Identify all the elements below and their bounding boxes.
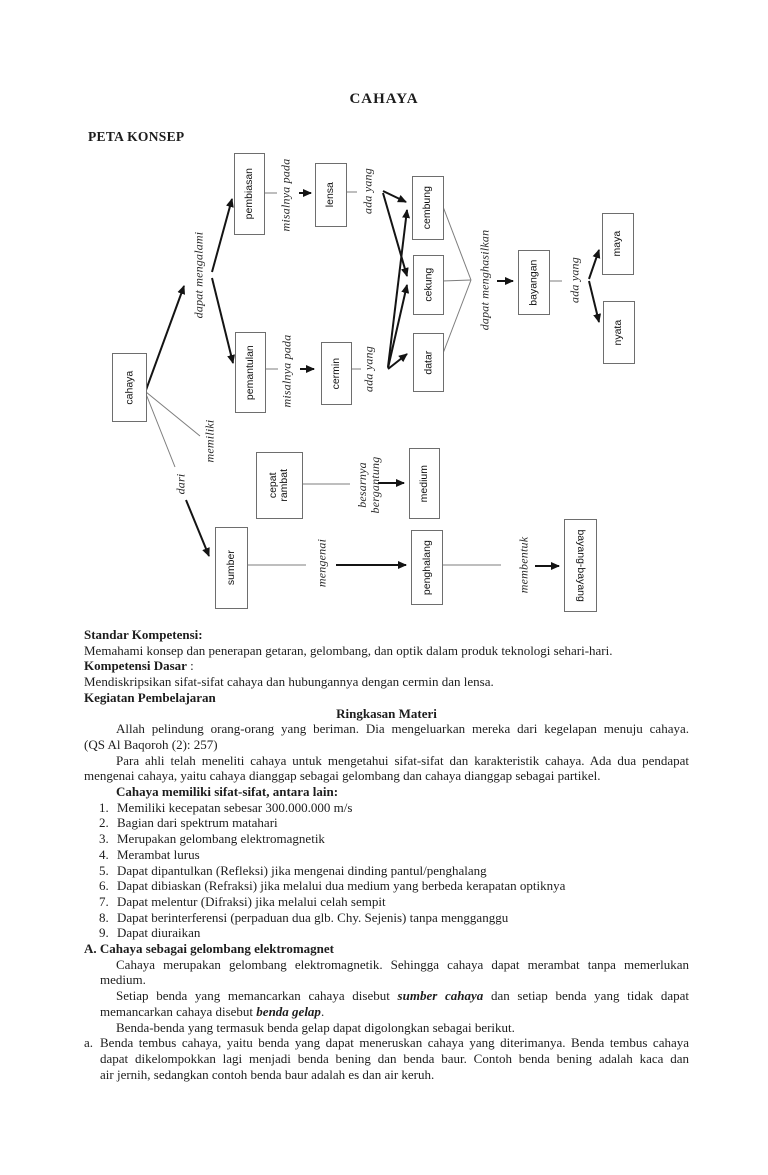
document-body <box>84 627 689 1082</box>
list-text: Dapat dibiaskan (Refraksi) jika melalui dua medium yang berbeda kerapatan optiknya <box>117 878 566 894</box>
list-item <box>84 894 689 910</box>
concept-node-datar <box>413 333 444 392</box>
concept-node-label: medium <box>417 464 430 503</box>
list-number: 7. <box>99 893 109 909</box>
concept-node-label: bayang-bayang <box>575 529 588 602</box>
concept-node-cepat-rambat <box>256 452 303 519</box>
concept-node-label: datar <box>421 350 434 375</box>
concept-node-medium <box>409 448 440 519</box>
paragraph-line: Allah pelindung orang-orang yang beriman. Dia mengeluarkan mereka dari kegelapan menuju cahaya. <box>116 721 689 737</box>
item-a-label: a. <box>84 1035 94 1051</box>
edge <box>186 500 209 556</box>
list-item <box>84 831 689 847</box>
list-item <box>84 910 689 926</box>
edge-label-dapat-menghasilkan: dapat menghasilkan <box>477 229 492 331</box>
term-sumber-cahaya: sumber cahaya <box>397 988 484 1004</box>
edge-label-dapat-mengalami: dapat mengalami <box>191 231 206 319</box>
concept-node-label: cepat rambat <box>267 469 291 502</box>
paragraph-line <box>84 988 689 1004</box>
edge <box>442 280 471 281</box>
list-text: Bagian dari spektrum matahari <box>117 815 278 831</box>
edge <box>442 280 471 356</box>
concept-node-label: maya <box>611 231 624 257</box>
text-run: Setiap benda yang memancarkan cahaya disebut <box>116 988 398 1004</box>
concept-node-nyata <box>603 301 635 364</box>
paragraph-line <box>84 1004 689 1020</box>
concept-node-pembiasan <box>234 153 265 235</box>
concept-node-bayang-bayang <box>564 519 597 612</box>
text-run: memancarkan cahaya disebut <box>100 1003 257 1019</box>
concept-node-label: pemantulan <box>243 345 256 400</box>
paragraph-setiap-benda <box>84 988 689 1019</box>
list-item <box>84 847 689 863</box>
paragraph-line: (QS Al Baqoroh (2): 257) <box>84 736 218 752</box>
list-item <box>84 878 689 894</box>
concept-node-cembung <box>412 176 444 240</box>
edge-label-ada-yang-1: ada yang <box>360 168 375 214</box>
edge-label-memiliki: memiliki <box>202 419 217 463</box>
list-text: Dapat berinterferensi (perpaduan dua glb. Chy. Sejenis) tanpa mengganggu <box>117 909 509 925</box>
concept-node-bayangan <box>518 250 550 315</box>
list-number: 6. <box>99 878 109 894</box>
list-text: Memiliki kecepatan sebesar 300.000.000 m/s <box>117 799 353 815</box>
kompetensi-dasar-heading <box>84 658 689 674</box>
kompetensi-dasar-label: Kompetensi Dasar <box>84 658 187 674</box>
paragraph-benda-benda: Benda-benda yang termasuk benda gelap dapat digolongkan sebagai berikut. <box>116 1019 515 1035</box>
list-item <box>84 863 689 879</box>
section-a-heading: A. Cahaya sebagai gelombang elektromagnet <box>84 941 335 957</box>
concept-node-label: cahaya <box>122 370 135 405</box>
peta-konsep-heading: PETA KONSEP <box>88 129 185 144</box>
edge-label-ada-yang-3: ada yang <box>567 257 582 303</box>
list-number: 9. <box>99 925 109 941</box>
edge <box>442 204 471 280</box>
list-number: 5. <box>99 862 109 878</box>
edge <box>589 281 599 322</box>
list-number: 1. <box>99 799 109 815</box>
paragraph-para-ahli <box>84 753 689 784</box>
edge-label-besarnya-bergantung: besarnya bergantung <box>354 456 382 514</box>
standar-kompetensi-body: Memahami konsep dan penerapan getaran, gelombang, dan optik dalam produk teknologi sehari-hari. <box>84 642 613 658</box>
list-text: Merupakan gelombang elektromagnetik <box>117 831 325 847</box>
ringkasan-heading: Ringkasan Materi <box>336 705 437 721</box>
concept-node-pemantulan <box>235 332 266 413</box>
concept-node-cermin <box>321 342 352 405</box>
list-text: Dapat dipantulkan (Refleksi) jika mengenai dinding pantul/penghalang <box>117 862 487 878</box>
edge <box>212 199 232 272</box>
concept-node-cekung <box>413 255 444 315</box>
concept-node-label: cermin <box>329 357 342 390</box>
list-item <box>84 800 689 816</box>
list-number: 4. <box>99 846 109 862</box>
kompetensi-dasar-body: Mendiskripsikan sifat-sifat cahaya dan hubungannya dengan cermin dan lensa. <box>84 674 494 690</box>
paragraph-line: Cahaya merupakan gelombang elektromagnetik. Sehingga cahaya dapat merambat tanpa memerlukan <box>116 956 689 972</box>
edge-label-ada-yang-2: ada yang <box>361 346 376 392</box>
concept-node-maya <box>602 213 634 275</box>
edge-label-membentuk: membentuk <box>516 536 531 594</box>
term-benda-gelap: benda gelap <box>256 1003 321 1019</box>
edge <box>146 394 175 467</box>
paragraph-line: mengenai cahaya, yaitu cahaya dianggap sebagai gelombang dan cahaya dianggap sebagai partikel. <box>84 768 601 784</box>
paragraph-line: dapat dikelompokkan lagi menjadi benda bening dan benda baur. Contoh benda bening adalah kaca dan <box>100 1050 689 1066</box>
edge <box>146 286 184 390</box>
concept-node-penghalang <box>411 530 443 605</box>
list-text: Merambat lurus <box>117 846 200 862</box>
edge-label-dari: dari <box>173 473 188 495</box>
paragraph-line: Para ahli telah meneliti cahaya untuk mengetahui sifat-sifat dan karakteristik cahaya. Ada dua pendapat <box>116 752 689 768</box>
kompetensi-dasar-colon: : <box>186 658 194 674</box>
standar-kompetensi-heading: Standar Kompetensi: <box>84 627 203 642</box>
concept-node-label: nyata <box>612 319 625 346</box>
concept-node-label: pembiasan <box>242 168 255 220</box>
paragraph-line: Benda tembus cahaya, yaitu benda yang dapat meneruskan cahaya yang diterimanya. Benda tembus cahaya <box>100 1035 689 1051</box>
concept-node-sumber <box>215 527 248 609</box>
edge <box>383 191 406 202</box>
edge-label-misalnya-pada-2: misalnya pada <box>279 334 294 408</box>
concept-node-label: cembung <box>421 186 434 230</box>
concept-node-label: cekung <box>421 268 434 302</box>
concept-node-label: penghalang <box>420 540 433 595</box>
paragraph-line: medium. <box>100 972 146 988</box>
edge <box>589 250 599 279</box>
paragraph-cahaya-merupakan <box>84 957 689 988</box>
item-a <box>84 1035 689 1082</box>
concept-node-cahaya <box>112 353 147 422</box>
concept-node-label: lensa <box>324 182 337 208</box>
text-run: . <box>320 1003 325 1019</box>
concept-node-lensa <box>315 163 347 227</box>
list-item <box>84 925 689 941</box>
concept-node-label: sumber <box>224 550 237 586</box>
edge <box>388 210 407 367</box>
paragraph-line: air jernih, sedangkan contoh benda baur adalah es dan air keruh. <box>100 1066 435 1082</box>
list-number: 2. <box>99 815 109 831</box>
document-title: CAHAYA <box>349 91 419 107</box>
edge-label-misalnya-pada-1: misalnya pada <box>278 158 293 232</box>
paragraph-allah <box>84 721 689 752</box>
list-number: 3. <box>99 831 109 847</box>
list-number: 8. <box>99 909 109 925</box>
text-run: dan setiap benda yang tidak dapat <box>483 988 689 1004</box>
concept-node-label: bayangan <box>527 259 540 306</box>
sifat-list-intro: Cahaya memiliki sifat-sifat, antara lain: <box>116 784 339 800</box>
kegiatan-heading: Kegiatan Pembelajaran <box>84 689 216 705</box>
edge <box>212 278 233 363</box>
list-text: Dapat diuraikan <box>117 925 201 941</box>
list-text: Dapat melentur (Difraksi) jika melalui celah sempit <box>117 893 386 909</box>
list-item <box>84 815 689 831</box>
edge-label-mengenai: mengenai <box>314 538 329 588</box>
